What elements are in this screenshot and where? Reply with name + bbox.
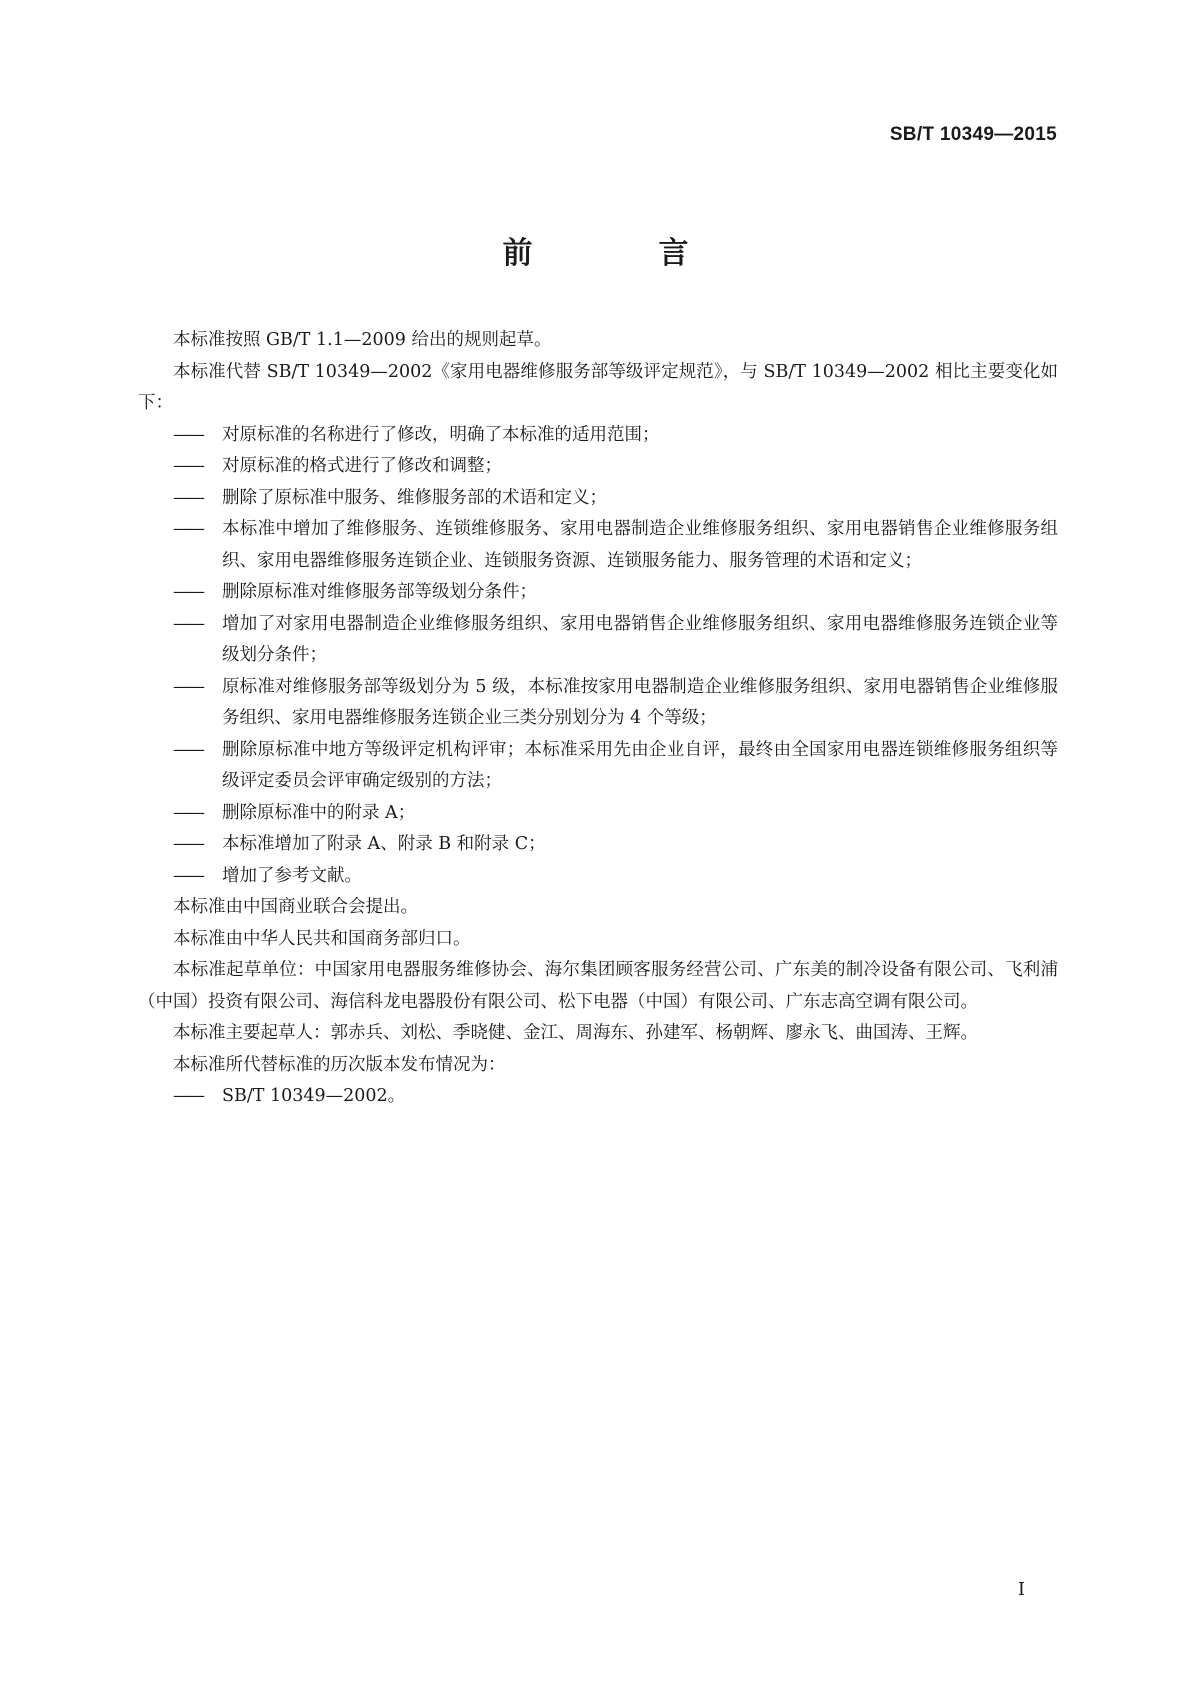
list-item-text: 原标准对维修服务部等级划分为 5 级，本标准按家用电器制造企业维修服务组织、家用电器销售企业维修服务组织、家用电器维修服务连锁企业三类分别划分为 4 个等级； xyxy=(222,676,1058,728)
list-item-text: 本标准中增加了维修服务、连锁维修服务、家用电器制造企业维修服务组织、家用电器销售企业维修服务组织、家用电器维修服务连锁企业、连锁服务资源、连锁服务能力、服务管理的术语和定义； xyxy=(222,519,1058,571)
list-item xyxy=(138,514,1058,577)
paragraph-drafting-rules: 本标准按照 GB/T 1.1—2009 给出的规则起草。 xyxy=(173,330,552,350)
dash-marker: —— xyxy=(173,424,202,445)
list-item xyxy=(138,798,1058,830)
foreword-body xyxy=(138,325,1058,1113)
paragraph-drafting-units: 本标准起草单位：中国家用电器服务维修协会、海尔集团顾客服务经营公司、广东美的制冷设备有限公司、飞利浦（中国）投资有限公司、海信科龙电器股份有限公司、松下电器（中国）有限公司、广东志高空调有限公司。 xyxy=(138,960,1058,1012)
list-item xyxy=(138,861,1058,893)
list-item-text: 增加了对家用电器制造企业维修服务组织、家用电器销售企业维修服务组织、家用电器维修服务连锁企业等级划分条件； xyxy=(222,613,1058,665)
dash-marker: —— xyxy=(173,613,202,634)
list-item-text: 删除原标准对维修服务部等级划分条件； xyxy=(222,582,537,602)
list-item-text: 对原标准的格式进行了修改和调整； xyxy=(222,456,502,476)
dash-marker: —— xyxy=(173,1086,202,1106)
list-item-text: 对原标准的名称进行了修改，明确了本标准的适用范围； xyxy=(222,424,660,445)
dash-marker: —— xyxy=(173,739,202,760)
list-item xyxy=(138,577,1058,609)
dash-marker: —— xyxy=(173,865,202,886)
list-item-text: 本标准增加了附录 A、附录 B 和附录 C； xyxy=(222,834,546,854)
standard-code-header: SB/T 10349—2015 xyxy=(889,124,1057,145)
list-item-text: 删除了原标准中服务、维修服务部的术语和定义； xyxy=(222,487,607,508)
list-item-text: 删除原标准中地方等级评定机构评审；本标准采用先由企业自评，最终由全国家用电器连锁维修服务组织等级评定委员会评审确定级别的方法； xyxy=(222,739,1058,791)
paragraph-proposer: 本标准由中国商业联合会提出。 xyxy=(173,897,418,917)
paragraph-centralized: 本标准由中华人民共和国商务部归口。 xyxy=(173,928,471,949)
list-item xyxy=(138,672,1058,735)
dash-marker: —— xyxy=(173,456,202,476)
dash-marker: —— xyxy=(173,802,202,823)
page-number: I xyxy=(1017,1579,1025,1600)
history-item-text: SB/T 10349—2002。 xyxy=(222,1086,406,1106)
dash-marker: —— xyxy=(173,519,202,539)
list-item xyxy=(138,735,1058,798)
history-item xyxy=(138,1081,1058,1113)
dash-marker: —— xyxy=(173,487,202,508)
page-title: 前 言 xyxy=(502,236,737,271)
dash-marker: —— xyxy=(173,834,202,854)
list-item xyxy=(138,451,1058,483)
list-item xyxy=(138,829,1058,861)
paragraph-drafters: 本标准主要起草人：郭赤兵、刘松、季晓健、金江、周海东、孙建军、杨朝辉、廖永飞、曲国涛、王辉。 xyxy=(173,1023,978,1043)
list-item-text: 删除原标准中的附录 A； xyxy=(222,802,416,823)
list-item-text: 增加了参考文献。 xyxy=(222,865,362,886)
list-item xyxy=(138,420,1058,452)
paragraph-history-intro: 本标准所代替标准的历次版本发布情况为： xyxy=(173,1054,506,1075)
paragraph-replacement: 本标准代替 SB/T 10349—2002《家用电器维修服务部等级评定规范》，与 SB/T 10349—2002 相比主要变化如下： xyxy=(138,361,1058,413)
dash-marker: —— xyxy=(173,582,202,602)
dash-marker: —— xyxy=(173,676,202,697)
list-item xyxy=(138,609,1058,672)
list-item xyxy=(138,483,1058,515)
